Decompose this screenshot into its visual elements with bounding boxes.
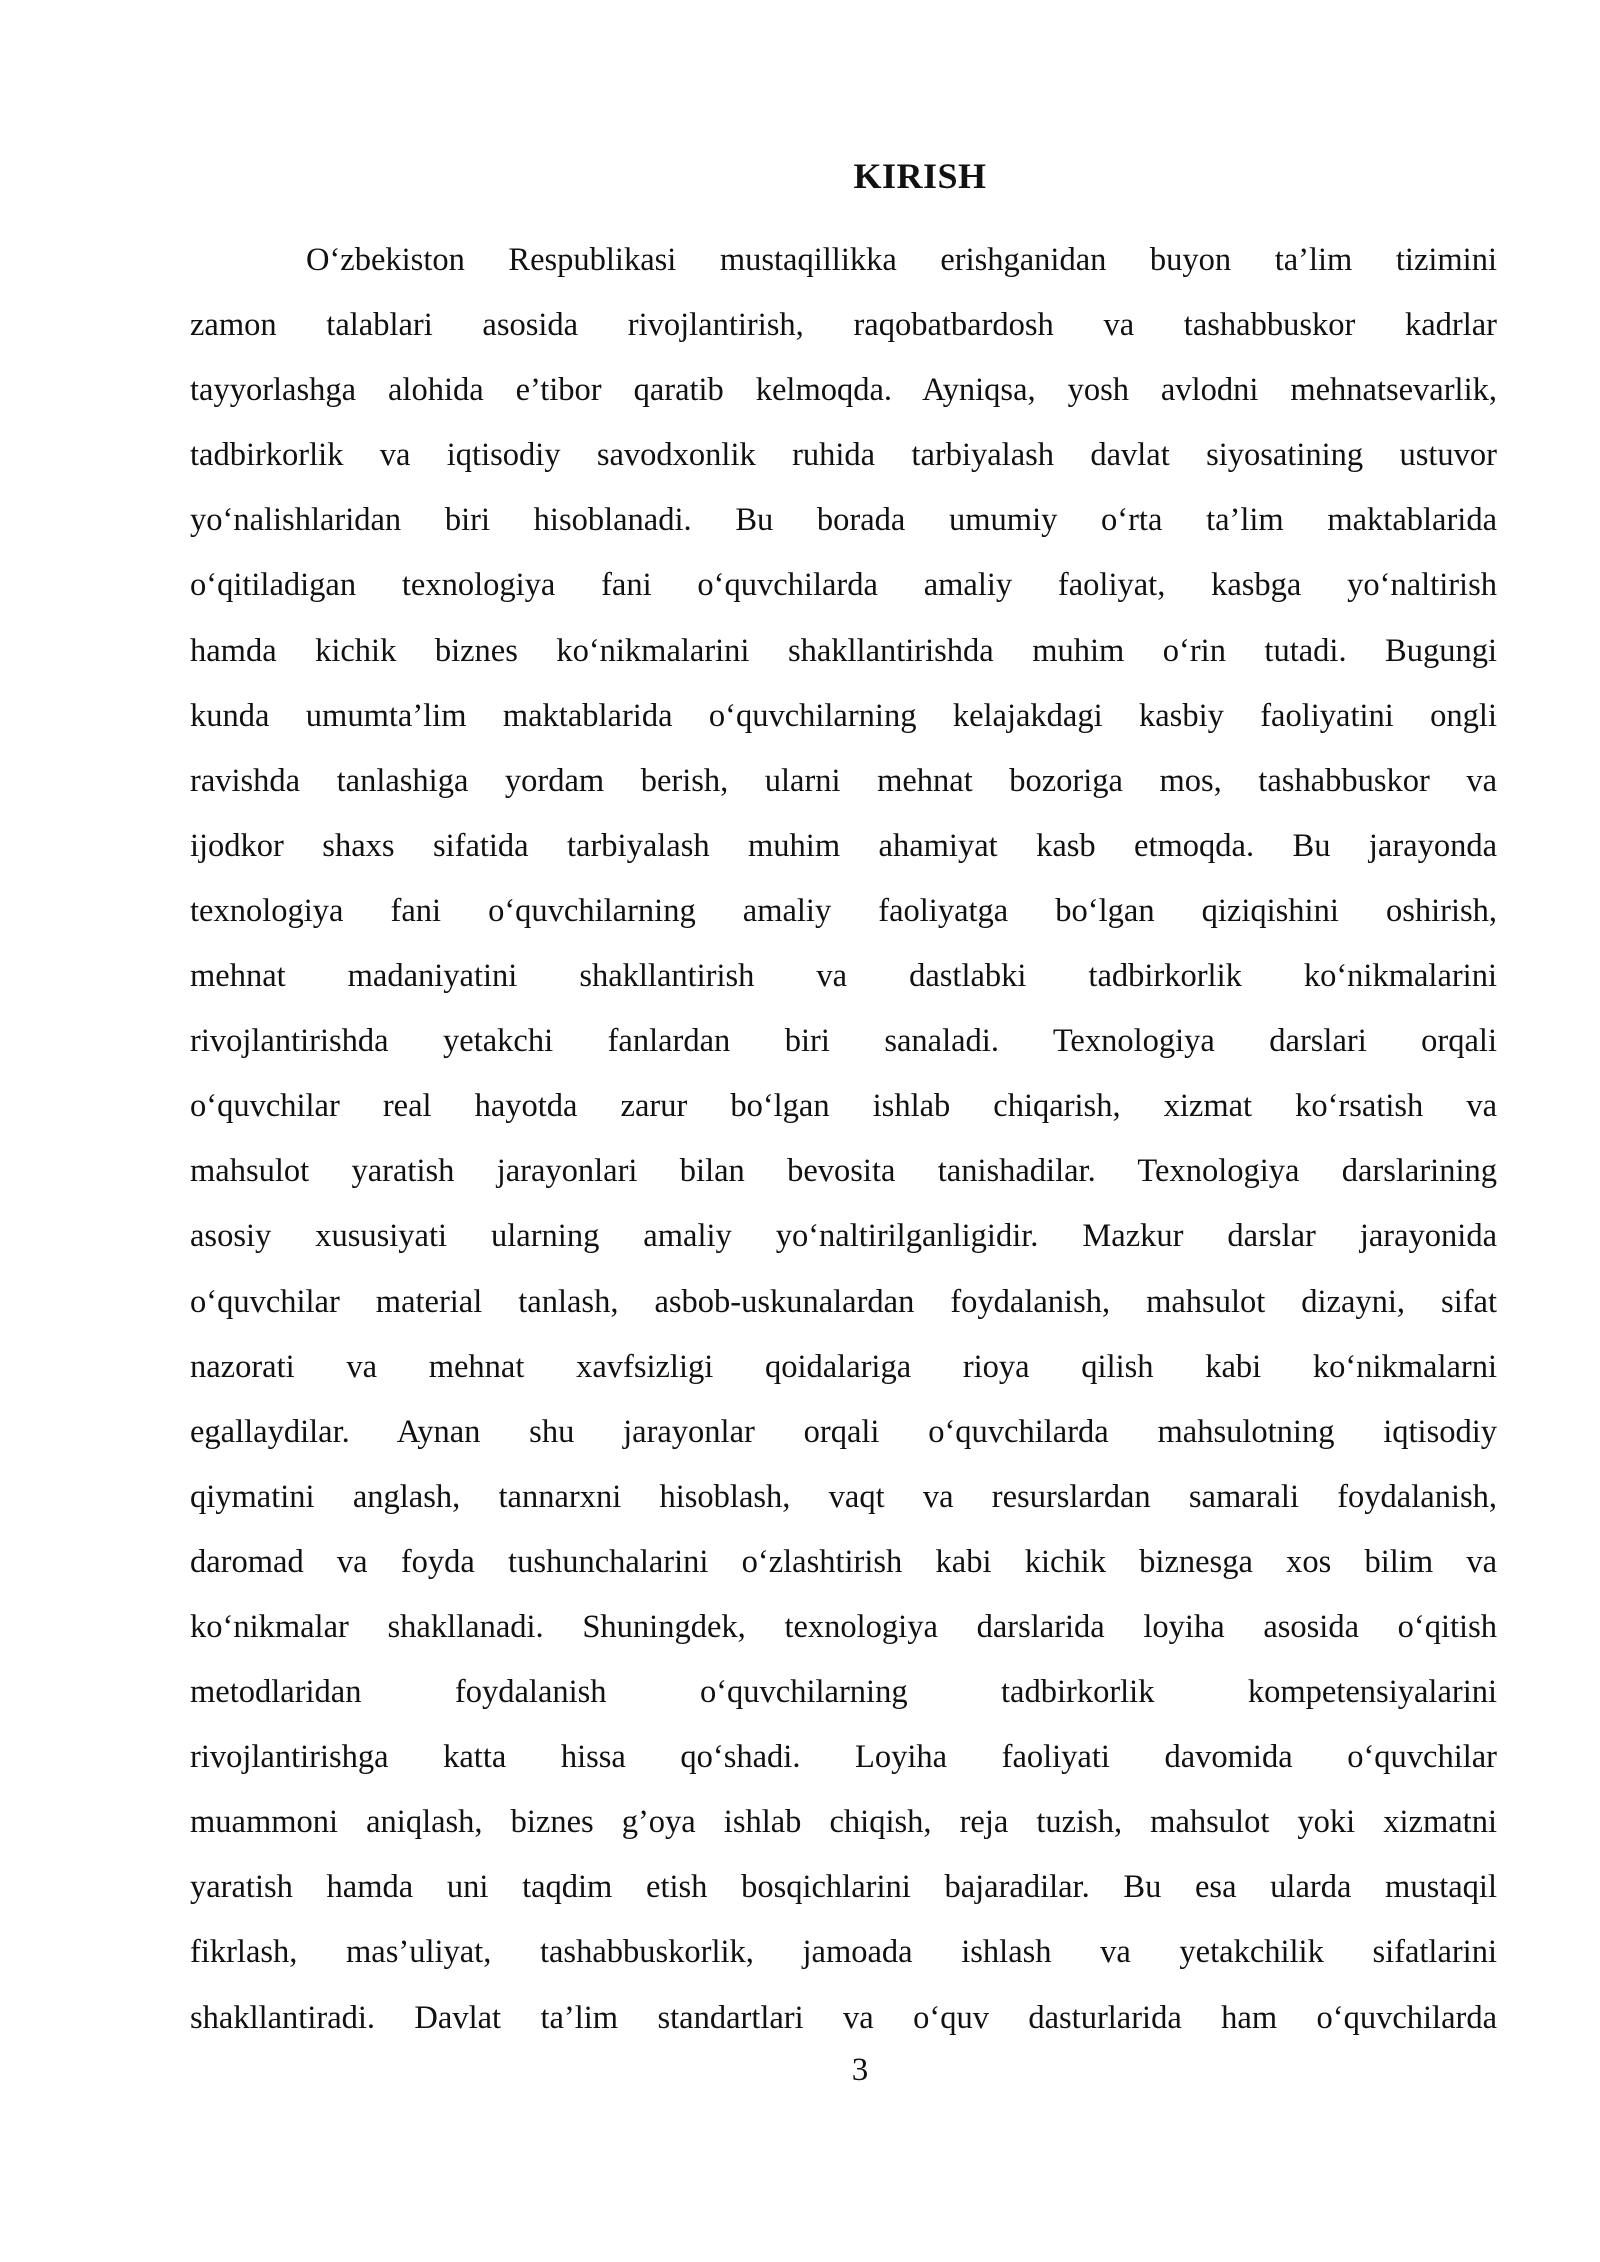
paragraph-line: fikrlash, mas’uliyat, tashabbuskorlik, jamoada ishlash va yetakchilik sifatlarini: [190, 1934, 1497, 1971]
paragraph-line: tayyorlashga alohida e’tibor qaratib kelmoqda. Ayniqsa, yosh avlodni mehnatsevarlik,: [190, 372, 1497, 409]
paragraph-line: asosiy xususiyati ularning amaliy yo‘naltirilganligidir. Mazkur darslar jarayonida: [190, 1218, 1497, 1255]
paragraph-line: rivojlantirishda yetakchi fanlardan biri sanaladi. Texnologiya darslari orqali: [190, 1023, 1497, 1060]
paragraph-line: yaratish hamda uni taqdim etish bosqichlarini bajaradilar. Bu esa ularda mustaqil: [190, 1869, 1497, 1906]
paragraph-line: shakllantiradi. Davlat ta’lim standartlari va o‘quv dasturlarida ham o‘quvchilarda: [190, 1999, 1497, 2036]
body-paragraph: [190, 228, 1497, 2051]
section-title: KIRISH: [853, 156, 987, 196]
paragraph-line: ko‘nikmalar shakllanadi. Shuningdek, texnologiya darslarida loyiha asosida o‘qitish: [190, 1608, 1497, 1645]
paragraph-line: qiymatini anglash, tannarxni hisoblash, vaqt va resurslardan samarali foydalanish,: [190, 1478, 1497, 1515]
paragraph-line: mahsulot yaratish jarayonlari bilan bevosita tanishadilar. Texnologiya darslarining: [190, 1153, 1497, 1190]
paragraph-line: metodlaridan foydalanish o‘quvchilarning tadbirkorlik kompetensiyalarini: [190, 1674, 1497, 1711]
paragraph-line: texnologiya fani o‘quvchilarning amaliy faoliyatga bo‘lgan qiziqishini oshirish,: [190, 892, 1497, 929]
paragraph-line: kunda umumta’lim maktablarida o‘quvchilarning kelajakdagi kasbiy faoliyatini ongli: [190, 697, 1497, 734]
paragraph-line: yo‘nalishlaridan biri hisoblanadi. Bu borada umumiy o‘rta ta’lim maktablarida: [190, 502, 1497, 539]
paragraph-line: hamda kichik biznes ko‘nikmalarini shakllantirishda muhim o‘rin tutadi. Bugungi: [190, 632, 1497, 669]
page-number: 3: [851, 2052, 869, 2088]
paragraph-line: o‘quvchilar material tanlash, asbob-uskunalardan foydalanish, mahsulot dizayni, sifat: [190, 1283, 1497, 1320]
paragraph-line: nazorati va mehnat xavfsizligi qoidalariga rioya qilish kabi ko‘nikmalarni: [190, 1348, 1497, 1385]
paragraph-line: zamon talablari asosida rivojlantirish, raqobatbardosh va tashabbuskor kadrlar: [190, 307, 1497, 344]
paragraph-line: ravishda tanlashiga yordam berish, ularni mehnat bozoriga mos, tashabbuskor va: [190, 762, 1497, 799]
paragraph-line: daromad va foyda tushunchalarini o‘zlashtirish kabi kichik biznesga xos bilim va: [190, 1543, 1497, 1580]
paragraph-line: mehnat madaniyatini shakllantirish va dastlabki tadbirkorlik ko‘nikmalarini: [190, 958, 1497, 995]
paragraph-line: o‘qitiladigan texnologiya fani o‘quvchilarda amaliy faoliyat, kasbga yo‘naltirish: [190, 567, 1497, 604]
paragraph-line: o‘quvchilar real hayotda zarur bo‘lgan ishlab chiqarish, xizmat ko‘rsatish va: [190, 1088, 1497, 1125]
paragraph-line: rivojlantirishga katta hissa qo‘shadi. Loyiha faoliyati davomida o‘quvchilar: [190, 1739, 1497, 1776]
paragraph-line: ijodkor shaxs sifatida tarbiyalash muhim ahamiyat kasb etmoqda. Bu jarayonda: [190, 827, 1497, 864]
paragraph-line: O‘zbekiston Respublikasi mustaqillikka erishganidan buyon ta’lim tizimini: [306, 242, 1497, 278]
paragraph-line: tadbirkorlik va iqtisodiy savodxonlik ruhida tarbiyalash davlat siyosatining ustuvor: [190, 437, 1497, 474]
paragraph-line: egallaydilar. Aynan shu jarayonlar orqali o‘quvchilarda mahsulotning iqtisodiy: [190, 1413, 1497, 1450]
paragraph-line: muammoni aniqlash, biznes g’oya ishlab chiqish, reja tuzish, mahsulot yoki xizmatni: [190, 1804, 1497, 1841]
